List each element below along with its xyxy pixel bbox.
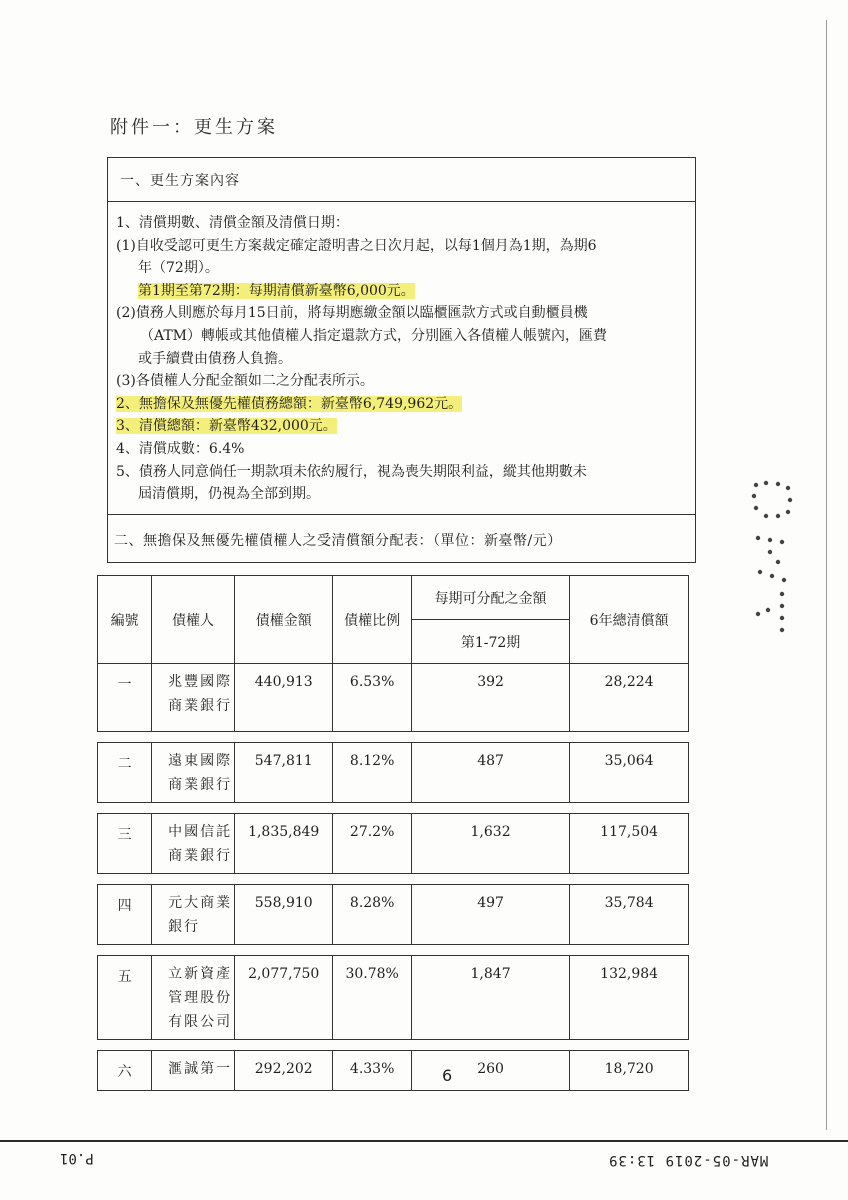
row-no: 四 (98, 885, 152, 945)
fax-timestamp: MAR-05-2019 13:39 (608, 1152, 769, 1168)
plan-line: (2)債務人則應於每月15日前，將每期應繳金額以臨櫃匯款方式或自動櫃員機 (116, 305, 588, 322)
distribution-table (97, 575, 689, 1091)
fax-footer-line (0, 1140, 848, 1142)
row-no: 五 (98, 956, 152, 1040)
section1-content (108, 202, 695, 514)
row-creditor: 元大商業銀行 (152, 885, 235, 945)
plan-line: (3)各債權人分配金額如二之分配表所示。 (116, 373, 374, 390)
plan-line: （ATM）轉帳或其他債權人指定還款方式，分別匯入各債權人帳號內，匯費 (140, 327, 608, 344)
plan-line: (1)自收受認可更生方案裁定確定證明書之日次月起，以每1個月為1期，為期6 (116, 237, 597, 254)
page-title: 附件一：更生方案 (110, 117, 278, 138)
row-amount: 2,077,750 (235, 956, 333, 1040)
highlighted-plan-line: 2、無擔保及無優先權債務總額：新臺幣6,749,962元。 (116, 395, 463, 412)
row-ratio: 8.28% (333, 885, 411, 945)
table-row (98, 664, 689, 732)
section2-heading: 二、無擔保及無優先權債權人之受清償額分配表：（單位：新臺幣/元） (108, 514, 695, 562)
row-ratio: 4.33% (333, 1051, 411, 1091)
row-total: 35,784 (570, 885, 689, 945)
punch-stamp-dots (748, 480, 798, 640)
highlighted-plan-line: 第1期至第72期：每期清償新臺幣6,000元。 (138, 282, 415, 299)
row-per-period: 392 (411, 664, 569, 732)
col-header-total: 6年總清償額 (570, 576, 689, 664)
row-creditor: 滙誠第一 (152, 1051, 235, 1091)
row-per-period: 1,632 (411, 814, 569, 874)
row-no: 一 (98, 664, 152, 732)
table-row (98, 743, 689, 803)
table-row (98, 1051, 689, 1091)
row-amount: 558,910 (235, 885, 333, 945)
plan-line: 或手續費由債務人負擔。 (138, 350, 292, 367)
col-header-per-period: 每期可分配之金額 (411, 576, 569, 620)
col-header-no: 編號 (98, 576, 152, 664)
row-amount: 292,202 (235, 1051, 333, 1091)
plan-line: 5、債務人同意倘任一期款項未依約履行，視為喪失期限利益，縱其他期數未 (116, 463, 587, 480)
row-no: 三 (98, 814, 152, 874)
row-creditor: 兆豐國際商業銀行 (152, 664, 235, 732)
col-header-creditor: 債權人 (152, 576, 235, 664)
plan-box (107, 157, 696, 563)
section1-heading: 一、更生方案內容 (108, 158, 695, 202)
row-total: 18,720 (570, 1051, 689, 1091)
row-creditor: 立新資產管理股份有限公司 (152, 956, 235, 1040)
row-amount: 1,835,849 (235, 814, 333, 874)
plan-line: 年（72期）。 (138, 260, 219, 277)
col-header-period-range: 第1-72期 (411, 620, 569, 664)
row-ratio: 27.2% (333, 814, 411, 874)
row-per-period: 487 (411, 743, 569, 803)
plan-line: 1、清償期數、清償金額及清償日期： (116, 215, 349, 231)
row-no: 二 (98, 743, 152, 803)
plan-line: 屆清償期，仍視為全部到期。 (138, 486, 320, 503)
col-header-ratio: 債權比例 (333, 576, 411, 664)
scan-edge-line (826, 20, 827, 1130)
row-amount: 440,913 (235, 664, 333, 732)
row-creditor: 遠東國際商業銀行 (152, 743, 235, 803)
row-per-period: 1,847 (411, 956, 569, 1040)
row-ratio: 30.78% (333, 956, 411, 1040)
row-ratio: 8.12% (333, 743, 411, 803)
plan-line: 4、清償成數：6.4% (116, 440, 245, 457)
row-ratio: 6.53% (333, 664, 411, 732)
row-amount: 547,811 (235, 743, 333, 803)
page-number: 6 (442, 1066, 453, 1085)
row-total: 28,224 (570, 664, 689, 732)
row-total: 132,984 (570, 956, 689, 1040)
row-total: 35,064 (570, 743, 689, 803)
row-no: 六 (98, 1051, 152, 1091)
col-header-amount: 債權金額 (235, 576, 333, 664)
row-creditor: 中國信託商業銀行 (152, 814, 235, 874)
table-row (98, 814, 689, 874)
table-row (98, 885, 689, 945)
table-row (98, 956, 689, 1040)
row-total: 117,504 (570, 814, 689, 874)
row-per-period: 260 (411, 1051, 569, 1091)
row-per-period: 497 (411, 885, 569, 945)
fax-page-label: P.01 (60, 1150, 94, 1166)
highlighted-plan-line: 3、清償總額：新臺幣432,000元。 (116, 418, 337, 435)
